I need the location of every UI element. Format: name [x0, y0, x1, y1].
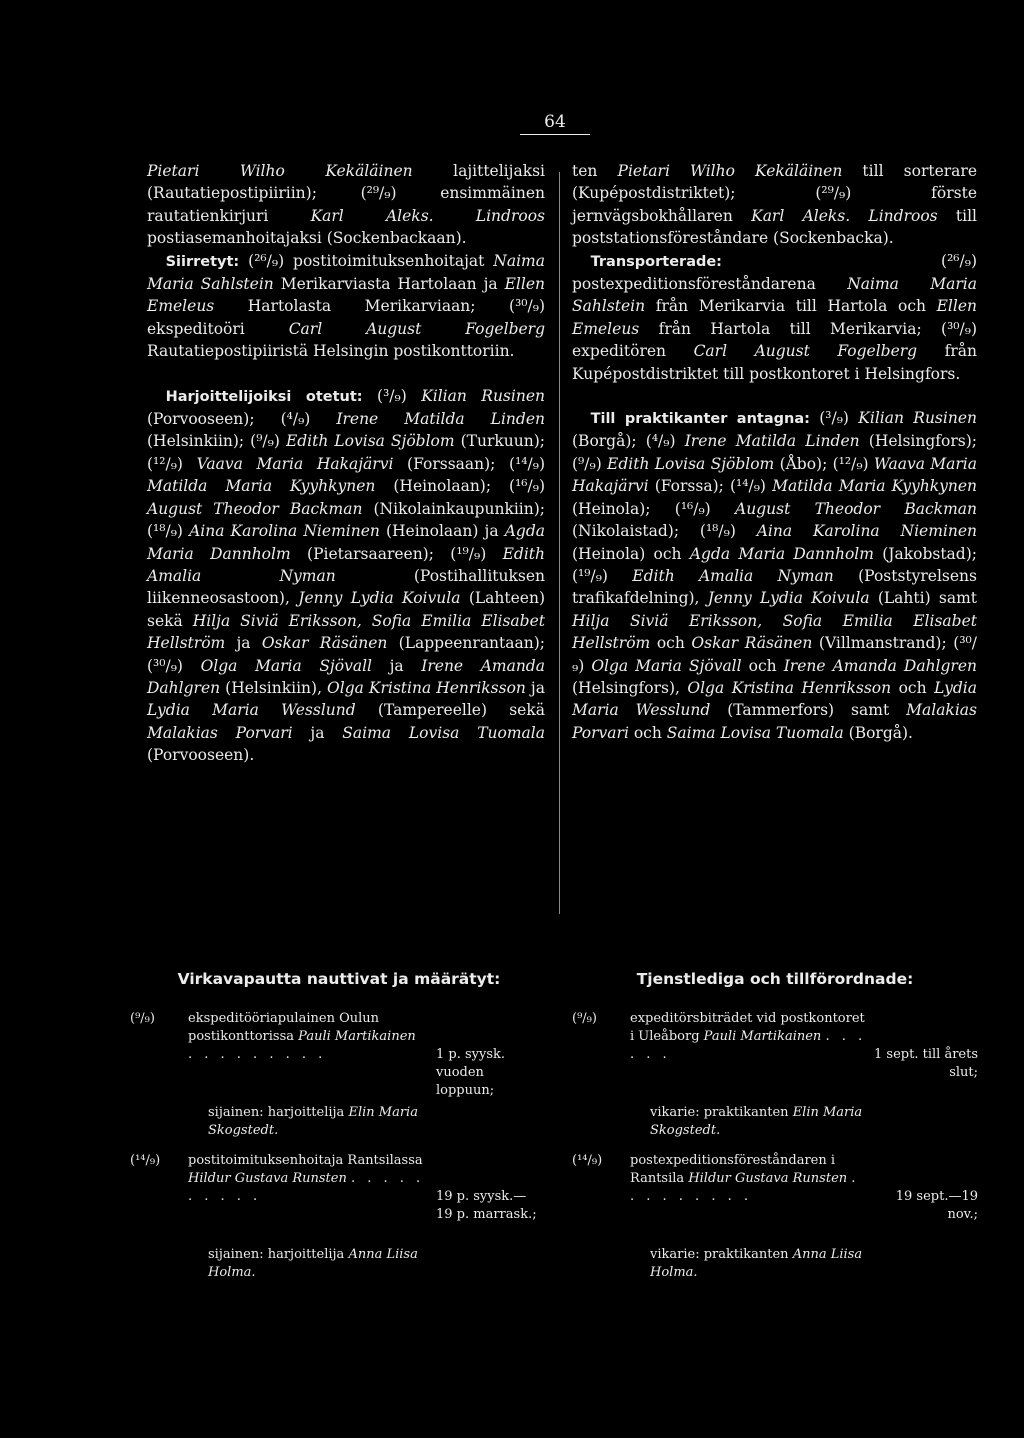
swedish-column — [572, 160, 977, 744]
finnish-paragraph-transferred: Siirretyt: (²⁶/₉) postitoimituksenhoitajat Naima Maria Sahlstein Merikarviasta Hartolaan ja Ellen Emeleus Hartolasta Merikarviaan; (³⁰/₉) ekspeditoöri Carl August Fogelberg Rautatiepostipiiristä Helsingin postikonttoriin. — [147, 251, 545, 361]
entry-date: (⁹/₉) — [572, 1011, 597, 1026]
swedish-paragraph-transferred: Transporterade: (²⁶/₉) postexpeditionsföreståndarena Naima Maria Sahlstein från Merikarvia till Hartola och Ellen Emeleus från Hartola till Merikarvia; (³⁰/₉) expeditören Carl August Fogelberg från Kupépostdistriktet till postkontoret i Helsingfors. — [572, 251, 977, 383]
substitute: vikarie: praktikanten Anna Liisa Holma. — [650, 1247, 863, 1280]
entry-date: (⁹/₉) — [130, 1011, 155, 1026]
name: Karl Aleks. Lindroos — [310, 206, 545, 225]
section-lead: Till praktikanter antagna: — [590, 411, 810, 428]
substitute: sijainen: harjoittelija Elin Maria Skogstedt. — [208, 1105, 418, 1138]
entry-description: postitoimituksenhoitaja Rantsilassa Hildur Gustava Runsten . . . . . . . . . . — [188, 1153, 425, 1204]
column-rule — [559, 172, 560, 914]
leave-entry — [572, 1152, 978, 1222]
section-lead: Transporterade: — [590, 253, 722, 270]
leave-heading-swedish: Tjenstlediga och tillförordnade: — [636, 970, 914, 988]
entry-date: (¹⁴/₉) — [572, 1153, 603, 1168]
swedish-paragraph-1: ten Pietari Wilho Kekäläinen till sorterare (Kupépostdistriktet); (²⁹/₉) förste jernvägsbokhållaren Karl Aleks. Lindroos till poststationsföreståndare (Sockenbacka). — [572, 162, 977, 248]
finnish-paragraph-trainees: Harjoittelijoiksi otetut: (³/₉) Kilian Rusinen (Porvooseen); (⁴/₉) Irene Matilda Linden (Helsinkiin); (⁹/₉) Edith Lovisa Sjöblom (Turkuun); (¹²/₉) Vaava Maria Hakajärvi (Forssaan); (¹⁴/₉) Matilda Maria Kyyhkynen (Heinolaan); (¹⁶/₉) August Theodor Backman (Nikolainkaupunkiin); (¹⁸/₉) Aina Karolina Nieminen (Heinolaan) ja Agda Maria Dannholm (Pietarsaareen); (¹⁹/₉) Edith Amalia Nyman (Postihallituksen liikenneosastoon), Jenny Lydia Koivula (Lahteen) sekä Hilja Siviä Eriksson, Sofia Emilia Elisabet Hellström ja Oskar Räsänen (Lappeenrantaan); (³⁰/₉) Olga Maria Sjövall ja Irene Amanda Dahlgren (Helsinkiin), Olga Kristina Henriksson ja Lydia Maria Wesslund (Tampereelle) sekä Malakias Porvari ja Saima Lovisa Tuomala (Porvooseen). — [147, 386, 546, 765]
finnish-paragraph-1: Pietari Wilho Kekäläinen lajittelijaksi (Rautatiepostipiiriin); (²⁹/₉) ensimmäinen rautatienkirjuri Karl Aleks. Lindroos postiasemanhoitajaksi (Sockenbackaan). — [147, 162, 545, 248]
leave-entry — [130, 1010, 548, 1098]
leave-list-finnish — [130, 1010, 548, 1294]
page-number: 64 — [520, 112, 590, 135]
entry-period: 1 sept. till årets slut; — [874, 1047, 978, 1080]
section-lead: Siirretyt: — [165, 253, 240, 270]
leave-entry — [130, 1152, 548, 1222]
substitute: sijainen: harjoittelija Anna Liisa Holma. — [208, 1247, 418, 1280]
entry-date: (¹⁴/₉) — [130, 1153, 161, 1168]
leave-entry — [572, 1010, 978, 1080]
entry-description: ekspeditööriapulainen Oulun postikonttorissa Pauli Martikainen . . . . . . . . . — [188, 1011, 416, 1062]
swedish-paragraph-trainees: Till praktikanter antagna: (³/₉) Kilian Rusinen (Borgå); (⁴/₉) Irene Matilda Linden (Helsingfors); (⁹/₉) Edith Lovisa Sjöblom (Åbo); (¹²/₉) Waava Maria Hakajärvi (Forssa); (¹⁴/₉) Matilda Maria Kyyhkynen (Heinola); (¹⁶/₉) August Theodor Backman (Nikolaistad); (¹⁸/₉) Aina Karolina Nieminen (Heinola) och Agda Maria Dannholm (Jakobstad); (¹⁹/₉) Edith Amalia Nyman (Poststyrelsens trafikafdelning), Jenny Lydia Koivula (Lahti) samt Hilja Siviä Eriksson, Sofia Emilia Elisabet Hellström och Oskar Räsänen (Villmanstrand); (³⁰/₉) Olga Maria Sjövall och Irene Amanda Dahlgren (Helsingfors), Olga Kristina Henriksson och Lydia Maria Wesslund (Tammerfors) samt Malakias Porvari och Saima Lovisa Tuomala (Borgå). — [572, 409, 978, 742]
finnish-column — [147, 160, 545, 767]
entry-period: 19 sept.—19 nov.; — [895, 1189, 978, 1222]
entry-description: postexpeditionsföreståndaren i Rantsila Hildur Gustava Runsten . . . . . . . . . — [630, 1153, 860, 1204]
substitute: vikarie: praktikanten Elin Maria Skogstedt. — [650, 1105, 863, 1138]
leave-list-swedish — [572, 1010, 977, 1294]
entry-description: expeditörsbiträdet vid postkontoret i Uleåborg Pauli Martikainen . . . . . . — [630, 1011, 867, 1062]
entry-period: 19 p. syysk.— 19 p. marrask.; — [436, 1189, 537, 1222]
entry-period: 1 p. syysk. vuoden loppuun; — [436, 1047, 506, 1098]
name: Pietari Wilho Kekäläinen — [147, 162, 413, 180]
section-lead: Harjoittelijoiksi otetut: — [165, 388, 363, 405]
leave-heading-finnish: Virkavapautta nauttivat ja määrätyt: — [177, 970, 501, 988]
